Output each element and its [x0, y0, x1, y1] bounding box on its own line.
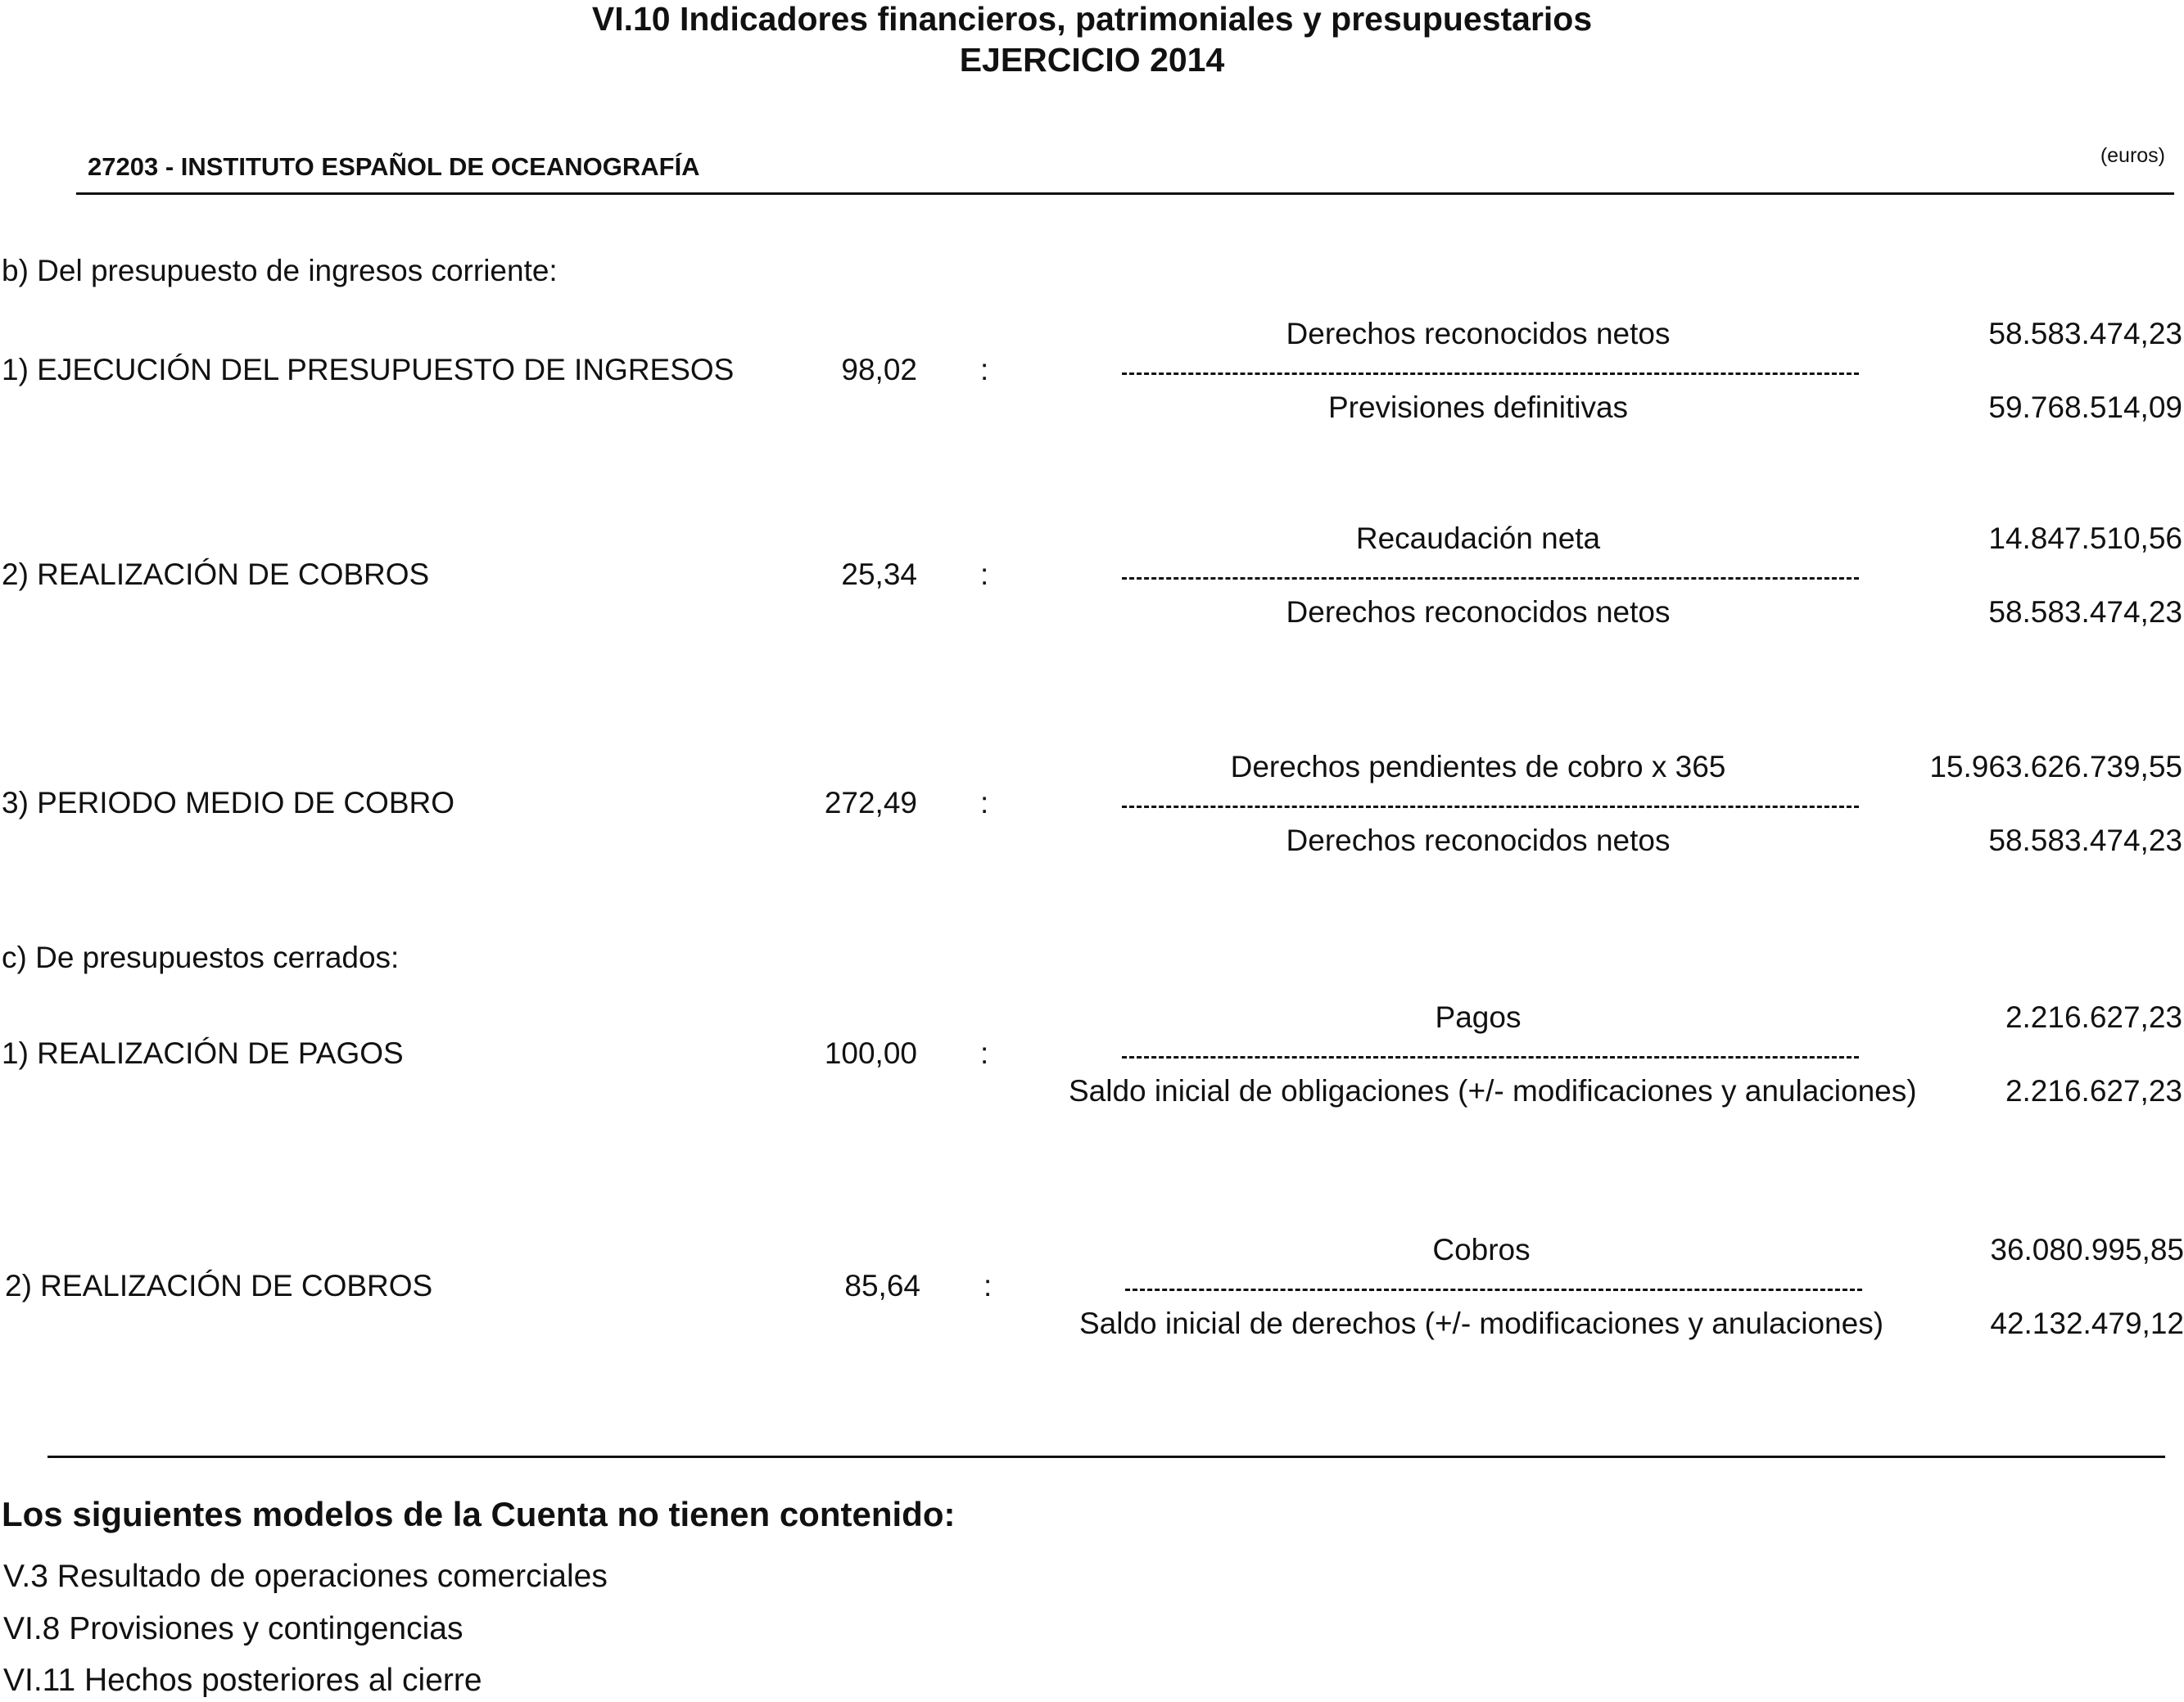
indicator-label: 1) EJECUCIÓN DEL PRESUPUESTO DE INGRESOS — [2, 353, 735, 386]
page-subtitle: EJERCICIO 2014 — [959, 41, 1225, 79]
fraction-line — [1122, 1056, 1859, 1059]
empty-model-item: V.3 Resultado de operaciones comerciales — [3, 1559, 608, 1594]
footer-divider — [47, 1456, 2165, 1458]
indicator-value: 85,64 — [844, 1269, 920, 1302]
numerator-amount: 14.847.510,56 — [1988, 521, 2182, 555]
fraction-line — [1122, 577, 1859, 580]
denominator-label: Derechos reconocidos netos — [1286, 824, 1671, 857]
indicator-label: 2) REALIZACIÓN DE COBROS — [5, 1269, 433, 1302]
denominator-label: Derechos reconocidos netos — [1286, 595, 1671, 629]
denominator-amount: 58.583.474,23 — [1988, 595, 2182, 629]
indicator-label: 2) REALIZACIÓN DE COBROS — [2, 558, 430, 591]
numerator-amount: 58.583.474,23 — [1988, 317, 2182, 350]
fraction-line — [1122, 372, 1859, 375]
numerator-label: Derechos reconocidos netos — [1286, 317, 1671, 350]
indicator-value: 272,49 — [824, 786, 917, 819]
fraction-line — [1125, 1289, 1862, 1291]
denominator-label: Saldo inicial de derechos (+/- modificaciones y anulaciones) — [1078, 1307, 1884, 1340]
header-divider — [76, 192, 2174, 195]
section-heading-closed: c) De presupuestos cerrados: — [2, 941, 400, 974]
indicator-value: 100,00 — [824, 1036, 917, 1070]
indicator-colon: : — [980, 558, 989, 591]
indicator-colon: : — [980, 353, 989, 386]
denominator-label: Previsiones definitivas — [1327, 391, 1629, 424]
denominator-amount: 42.132.479,12 — [1990, 1307, 2184, 1340]
indicator-colon: : — [980, 1036, 989, 1070]
section-heading-current: b) Del presupuesto de ingresos corriente: — [2, 254, 558, 287]
numerator-label: Cobros — [1432, 1233, 1531, 1266]
page-title: VI.10 Indicadores financieros, patrimoniales y presupuestarios — [591, 0, 1593, 38]
numerator-amount: 2.216.627,23 — [2005, 1000, 2182, 1034]
indicator-label: 1) REALIZACIÓN DE PAGOS — [2, 1036, 404, 1070]
indicator-label: 3) PERIODO MEDIO DE COBRO — [2, 786, 455, 819]
denominator-amount: 58.583.474,23 — [1988, 824, 2182, 857]
numerator-label: Recaudación neta — [1355, 521, 1601, 555]
indicator-value: 98,02 — [841, 353, 917, 386]
numerator-amount: 36.080.995,85 — [1990, 1233, 2184, 1266]
denominator-amount: 59.768.514,09 — [1988, 391, 2182, 424]
empty-model-item: VI.11 Hechos posteriores al cierre — [3, 1663, 482, 1698]
denominator-amount: 2.216.627,23 — [2005, 1074, 2182, 1108]
empty-model-item: VI.8 Provisiones y contingencias — [3, 1611, 463, 1646]
numerator-label: Pagos — [1435, 1000, 1522, 1034]
indicator-colon: : — [980, 786, 989, 819]
fraction-line — [1122, 806, 1859, 808]
units-label: (euros) — [2100, 144, 2165, 167]
numerator-label: Derechos pendientes de cobro x 365 — [1230, 750, 1726, 783]
denominator-label: Saldo inicial de obligaciones (+/- modificaciones y anulaciones) — [1069, 1074, 1917, 1108]
indicator-value: 25,34 — [841, 558, 917, 591]
numerator-amount: 15.963.626.739,55 — [1929, 750, 2182, 783]
empty-models-heading: Los siguientes modelos de la Cuenta no tienen contenido: — [2, 1495, 956, 1533]
entity-name: 27203 - INSTITUTO ESPAÑOL DE OCEANOGRAFÍA — [88, 152, 700, 181]
indicator-colon: : — [983, 1269, 993, 1302]
